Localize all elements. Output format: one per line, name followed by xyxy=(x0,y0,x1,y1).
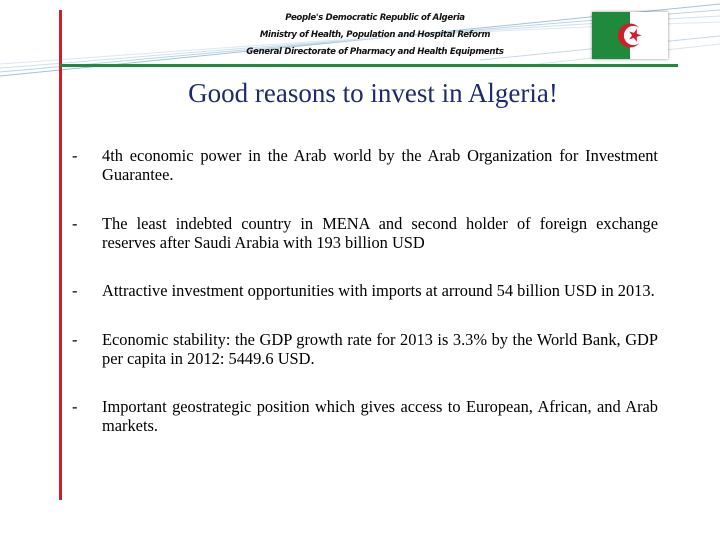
list-item-text: Attractive investment opportunities with imports at arround 54 billion USD in 2013. xyxy=(102,281,655,300)
bullet-dash: - xyxy=(72,146,78,165)
list-item xyxy=(72,330,658,368)
bullet-dash: - xyxy=(72,397,78,416)
list-item-text: Economic stability: the GDP growth rate for 2013 is 3.3% by the World Bank, GDP per capita in 2012: 5449.6 USD. xyxy=(102,329,658,368)
bullet-dash: - xyxy=(72,281,78,300)
list-item xyxy=(72,281,658,300)
list-item-text: The least indebted country in MENA and second holder of foreign exchange reserves after Saudi Arabia with 193 billion USD xyxy=(102,213,658,252)
list-item xyxy=(72,214,658,252)
green-header-rule xyxy=(60,64,678,67)
list-item-text: 4th economic power in the Arab world by the Arab Organization for Investment Guarantee. xyxy=(102,146,658,184)
bullet-dash: - xyxy=(72,329,78,349)
algerian-flag-icon xyxy=(592,12,668,59)
list-item xyxy=(72,397,658,435)
page-title: Good reasons to invest in Algeria! xyxy=(188,78,558,108)
list-item-text: Important geostrategic position which gives access to European, African, and Arab markets. xyxy=(102,397,658,435)
bullet-dash: - xyxy=(72,213,78,233)
reasons-list xyxy=(72,146,658,465)
header-line-directorate: General Directorate of Pharmacy and Health Equipments xyxy=(246,47,504,57)
institution-header xyxy=(150,10,600,61)
header-line-republic: People's Democratic Republic of Algeria xyxy=(285,13,465,23)
header-line-ministry: Ministry of Health, Population and Hospital Reform xyxy=(259,30,491,40)
list-item xyxy=(72,146,658,184)
